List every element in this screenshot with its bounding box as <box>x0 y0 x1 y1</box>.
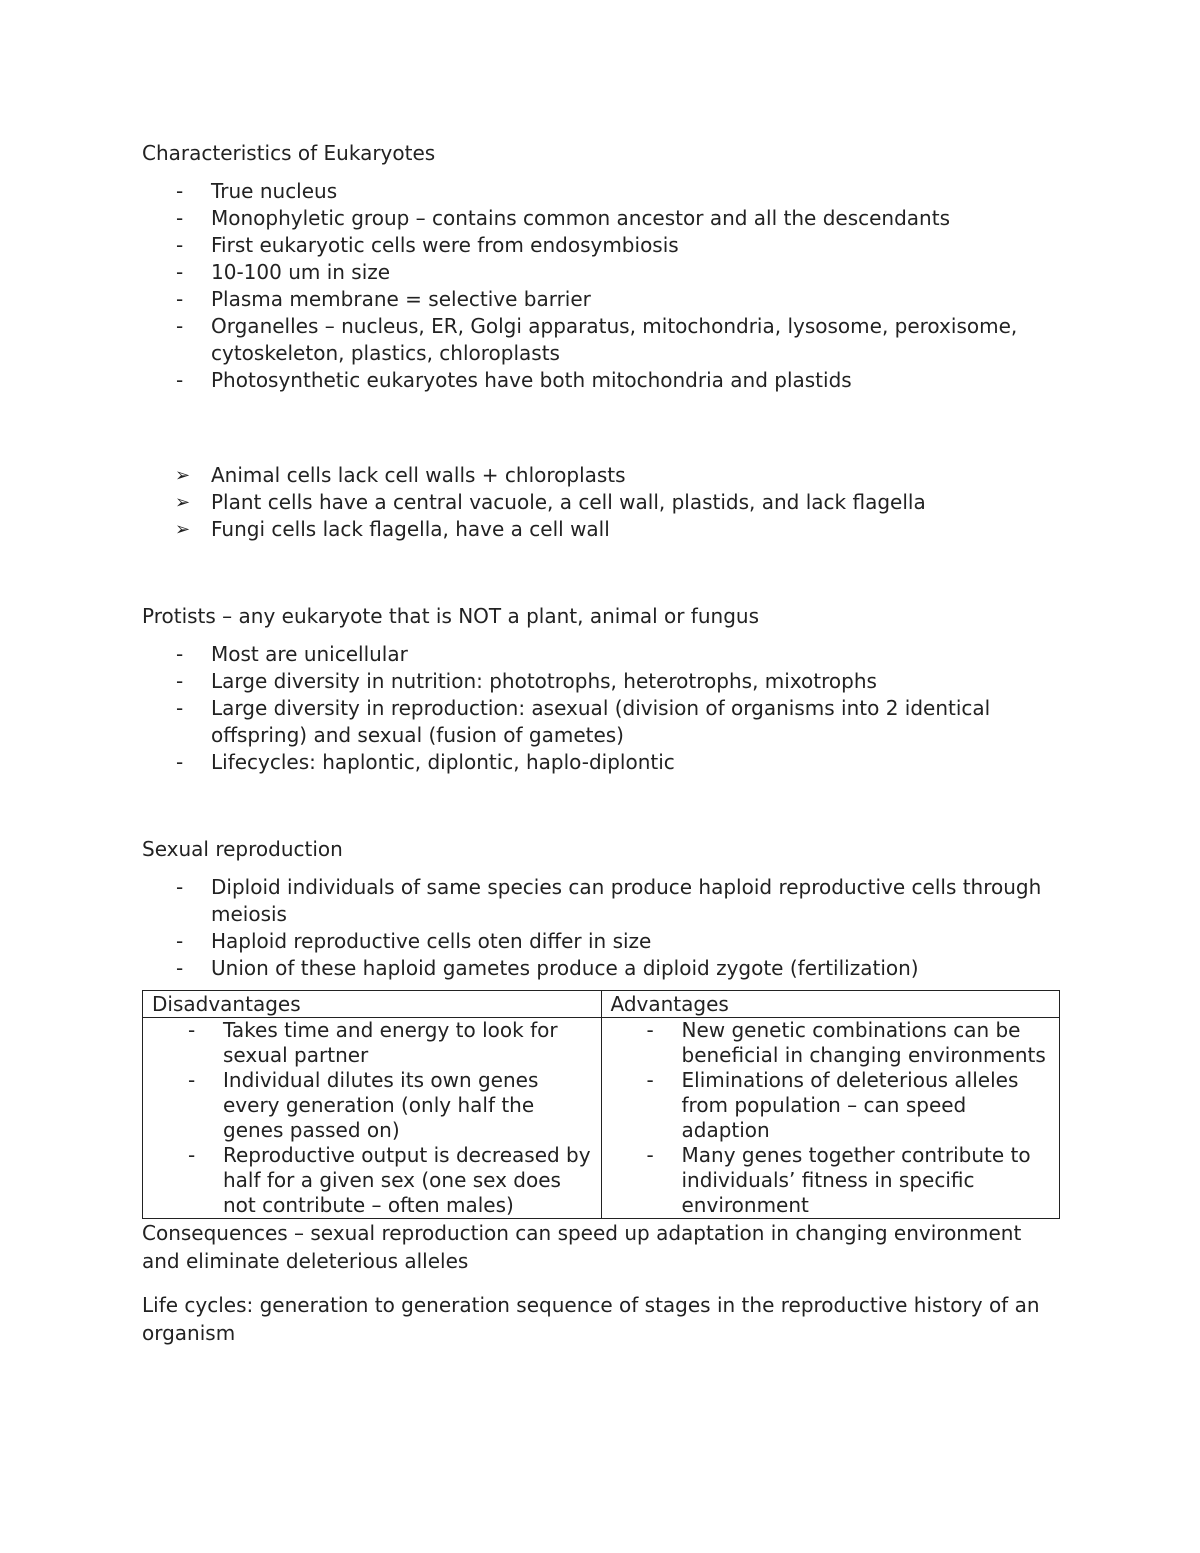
list-item: - 10-100 um in size <box>176 260 391 284</box>
sexual-reproduction-list <box>142 874 1062 982</box>
dash-marker: - <box>176 696 184 720</box>
arrow-bullet-icon: ➢ <box>175 492 191 513</box>
dash-marker: - <box>176 233 184 257</box>
advantages-cell <box>601 1018 1060 1219</box>
dash-marker: - <box>646 1068 654 1092</box>
dash-marker: - <box>188 1143 196 1167</box>
section-heading-eukaryotes: Characteristics of Eukaryotes <box>142 141 436 165</box>
list-item: - Diploid individuals of same species can produce haploid reproductive cells through meiosis <box>176 875 1042 926</box>
arrow-bullet-icon: ➢ <box>175 519 191 540</box>
dash-marker: - <box>188 1068 196 1092</box>
dash-marker: - <box>176 179 184 203</box>
dash-marker: - <box>176 287 184 311</box>
list-item: - Lifecycles: haplontic, diplontic, haplo-diplontic <box>176 750 675 774</box>
eukaryote-characteristics-list <box>142 178 1062 394</box>
advantages-disadvantages-table <box>142 990 1060 1219</box>
dash-marker: - <box>646 1018 654 1042</box>
list-item: - Eliminations of deleterious alleles from population – can speed adaption <box>646 1068 1019 1142</box>
list-item: - Individual dilutes its own genes every generation (only half the genes passed on) <box>188 1068 539 1142</box>
list-item: - New genetic combinations can be beneficial in changing environments <box>646 1018 1046 1067</box>
life-cycles-paragraph: Life cycles: generation to generation sequence of stages in the reproductive history of an organism <box>142 1293 1040 1345</box>
dash-marker: - <box>176 206 184 230</box>
list-item: ➢ Plant cells have a central vacuole, a cell wall, plastids, and lack flagella <box>175 490 926 514</box>
disadvantages-header: Disadvantages <box>143 991 602 1018</box>
document-page <box>142 138 1062 1347</box>
list-item: - Most are unicellular <box>176 642 408 666</box>
list-item: - Monophyletic group – contains common ancestor and all the descendants <box>176 206 950 230</box>
dash-marker: - <box>176 929 184 953</box>
consequences-paragraph: Consequences – sexual reproduction can speed up adaptation in changing environment and eliminate deleterious alleles <box>142 1221 1022 1273</box>
list-item: - Takes time and energy to look for sexual partner <box>188 1018 558 1067</box>
dash-marker: - <box>176 750 184 774</box>
dash-marker: - <box>176 260 184 284</box>
list-item: ➢ Animal cells lack cell walls + chloroplasts <box>175 463 626 487</box>
advantages-header: Advantages <box>601 991 1060 1018</box>
list-item: - Reproductive output is decreased by half for a given sex (one sex does not contribute – often males) <box>188 1143 591 1217</box>
dash-marker: - <box>176 669 184 693</box>
list-item: - Union of these haploid gametes produce a diploid zygote (fertilization) <box>176 956 919 980</box>
dash-marker: - <box>176 956 184 980</box>
protists-list <box>142 641 1062 776</box>
list-item: - Plasma membrane = selective barrier <box>176 287 591 311</box>
list-item: - Photosynthetic eukaryotes have both mitochondria and plastids <box>176 368 852 392</box>
dash-marker: - <box>176 642 184 666</box>
dash-marker: - <box>646 1143 654 1167</box>
table-header-row <box>143 991 1060 1018</box>
list-item: ➢ Fungi cells lack flagella, have a cell wall <box>175 517 610 541</box>
dash-marker: - <box>176 875 184 899</box>
dash-marker: - <box>188 1018 196 1042</box>
advantages-list <box>602 1018 1060 1218</box>
list-item: - Many genes together contribute to individuals’ fitness in specific environment <box>646 1143 1031 1217</box>
section-heading-protists: Protists – any eukaryote that is NOT a plant, animal or fungus <box>142 604 759 628</box>
section-heading-sexual-reproduction: Sexual reproduction <box>142 837 343 861</box>
list-item: - Large diversity in reproduction: asexual (division of organisms into 2 identical offspring) and sexual (fusion of gametes) <box>176 696 991 747</box>
dash-marker: - <box>176 314 184 338</box>
table-row <box>143 1018 1060 1219</box>
list-item: - First eukaryotic cells were from endosymbiosis <box>176 233 679 257</box>
list-item: - Haploid reproductive cells oten differ in size <box>176 929 652 953</box>
dash-marker: - <box>176 368 184 392</box>
disadvantages-list <box>143 1018 601 1218</box>
disadvantages-cell <box>143 1018 602 1219</box>
list-item: - Organelles – nucleus, ER, Golgi apparatus, mitochondria, lysosome, peroxisome, cytoskeleton, plastics, chloroplasts <box>176 314 1018 365</box>
arrow-bullet-icon: ➢ <box>175 465 191 486</box>
list-item: - Large diversity in nutrition: phototrophs, heterotrophs, mixotrophs <box>176 669 877 693</box>
list-item: - True nucleus <box>176 179 338 203</box>
cell-type-comparison-list <box>142 462 1062 543</box>
